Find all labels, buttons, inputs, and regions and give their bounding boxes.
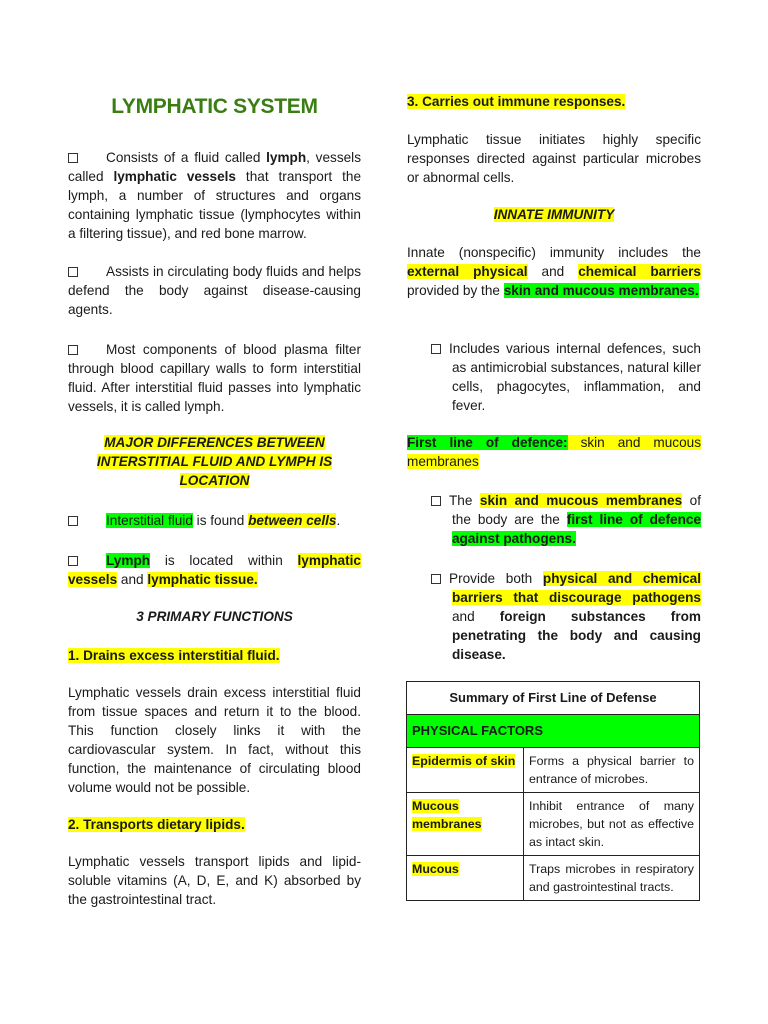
innate-bullet: Includes various internal defences, such as antimicrobial substances, natural killer cells, phagocytes, inflammation, and fever. [407,339,701,415]
table-row [407,793,700,856]
table-cell-desc: Traps microbes in respiratory and gastrointestinal tracts. [524,856,700,901]
innate-paragraph: Innate (nonspecific) immunity includes the external physical and chemical barriers provided by the skin and mucous membranes. [407,245,701,298]
assist-paragraph: Assists in circulating body fluids and helps defend the body against disease-causing agents. [68,264,361,317]
table-cell-name: Mucous membranes [407,793,524,856]
table-row [407,856,700,901]
table-row [407,748,700,793]
table-cell-name: Mucous [407,856,524,901]
functions-heading: 3 PRIMARY FUNCTIONS [136,609,293,624]
table-title: Summary of First Line of Defense [407,682,700,715]
barrier-bullet: Provide both physical and chemical barriers that discourage pathogens and foreign substances from penetrating the body and causing disease. [407,569,701,664]
checkbox-icon [68,556,78,566]
table-section-header: PHYSICAL FACTORS [407,715,700,748]
function-3-heading: 3. Carries out immune responses. [407,94,626,109]
function-3-text: Lymphatic tissue initiates highly specific responses directed against particular microbes or abnormal cells. [407,132,701,185]
function-1-heading: 1. Drains excess interstitial fluid. [68,648,280,663]
checkbox-icon [431,344,441,354]
plasma-paragraph: Most components of blood plasma filter through blood capillary walls to form interstitial fluid. After interstitial fluid passes into lymphatic vessels, it is called lymph. [68,342,361,414]
first-line-heading: First line of defence: skin and mucous membranes [407,435,701,469]
table-cell-desc: Inhibit entrance of many microbes, but not as effective as intact skin. [524,793,700,856]
function-2-heading: 2. Transports dietary lipids. [68,817,245,832]
checkbox-icon [431,496,441,506]
table-cell-name: Epidermis of skin [407,748,524,793]
defense-summary-table [406,681,700,901]
function-2-text: Lymphatic vessels transport lipids and lipid-soluble vitamins (A, D, E, and K) absorbed by the gastrointestinal tract. [68,854,361,907]
checkbox-icon [68,153,78,163]
differences-heading: MAJOR DIFFERENCES BETWEEN INTERSTITIAL FLUID AND LYMPH IS LOCATION [96,435,333,488]
innate-heading: INNATE IMMUNITY [493,207,615,222]
checkbox-icon [68,516,78,526]
table-cell-desc: Forms a physical barrier to entrance of microbes. [524,748,700,793]
first-line-bullet: The skin and mucous membranes of the body are the first line of defence against pathogens. [407,491,701,548]
checkbox-icon [431,574,441,584]
difference-item: Interstitial fluid is found between cells. [68,511,361,530]
function-1-text: Lymphatic vessels drain excess interstitial fluid from tissue spaces and return it to the blood. This function closely links it with the cardiovascular system. In fact, without this function, the maintenance of circulating blood volume would not be possible. [68,685,361,795]
checkbox-icon [68,267,78,277]
checkbox-icon [68,345,78,355]
intro-paragraph: Consists of a fluid called lymph, vessels called lymphatic vessels that transport the lymph, a number of structures and organs containing lymphatic tissue (lymphocytes within a filtering tissue), and red bone marrow. [68,150,361,241]
page-title: LYMPHATIC SYSTEM [111,95,318,118]
difference-item: Lymph is located within lymphatic vessels and lymphatic tissue. [68,553,361,587]
